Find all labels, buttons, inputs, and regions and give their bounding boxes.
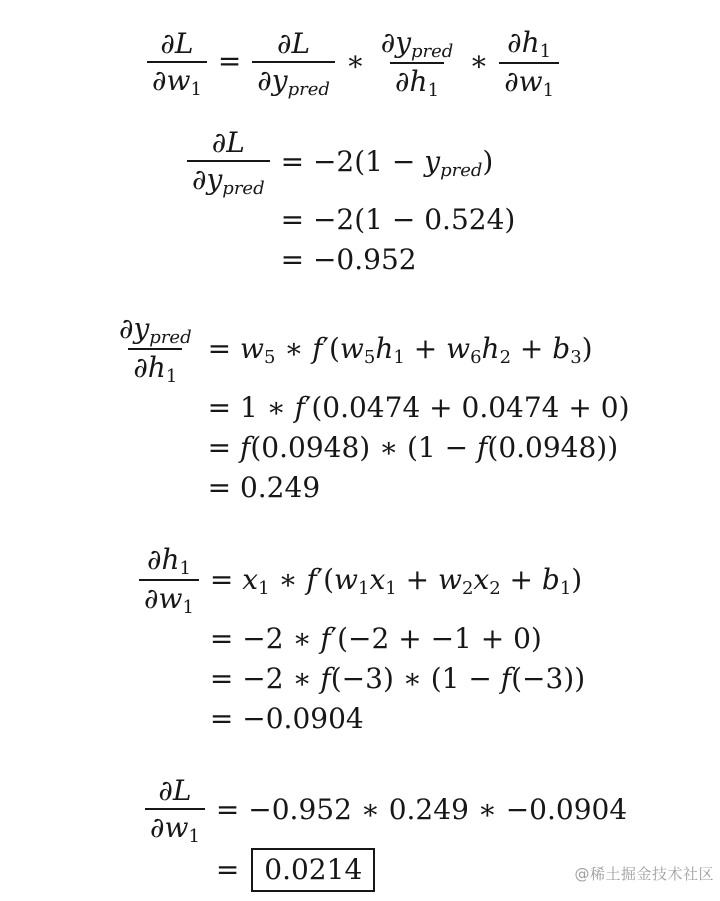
- math-text: = 1 ∗: [207, 391, 295, 425]
- math-text: = −2 ∗: [209, 622, 321, 656]
- math-variable: ∂h: [507, 26, 540, 59]
- fraction: [147, 27, 207, 99]
- equation-lhs: [112, 310, 199, 388]
- fraction-numerator: [153, 774, 196, 808]
- math-text: ): [482, 145, 494, 179]
- math-text: =: [207, 332, 240, 366]
- math-text: =: [209, 563, 243, 597]
- fraction-denominator: [147, 61, 207, 99]
- equation-line: [208, 428, 630, 468]
- fraction-numerator: [114, 312, 197, 348]
- math-text: ∗: [336, 44, 374, 78]
- boxed-result: [251, 848, 375, 892]
- math-text: +: [404, 332, 447, 366]
- math-text: (0.0948)): [487, 431, 619, 465]
- math-variable: f: [320, 662, 331, 696]
- math-subscript: 1: [190, 79, 202, 101]
- equation-block-dL-dypred: [185, 124, 720, 280]
- math-subscript: 5: [363, 347, 376, 369]
- math-text: ′(: [322, 332, 340, 366]
- math-subscript: 1: [559, 578, 572, 600]
- math-variable: ∂w: [144, 582, 183, 616]
- math-variable: f: [239, 431, 251, 465]
- math-variable: h: [481, 332, 500, 366]
- math-subscript: pred: [149, 327, 192, 349]
- fraction: [376, 26, 459, 100]
- math-subscript: 2: [461, 578, 474, 600]
- math-variable: ∂L: [211, 126, 245, 159]
- fraction-denominator: [390, 62, 444, 100]
- math-variable: ∂y: [119, 312, 150, 346]
- math-variable: ∂L: [160, 26, 194, 60]
- math-subscript: 1: [165, 366, 178, 388]
- math-variable: f: [294, 391, 305, 425]
- math-subscript: pred: [222, 178, 265, 200]
- math-text: = −2 ∗: [209, 662, 321, 696]
- math-subscript: 3: [570, 347, 582, 369]
- math-subscript: 1: [188, 826, 200, 848]
- math-text: = −2(1 − 0.524): [280, 203, 516, 237]
- math-subscript: 1: [258, 578, 270, 600]
- math-text: =: [215, 853, 249, 887]
- math-subscript: 1: [542, 80, 555, 101]
- equation-block-chain-rule: [145, 24, 720, 102]
- math-subscript: 2: [489, 578, 501, 600]
- fraction-numerator: [376, 26, 459, 62]
- math-text: ): [581, 332, 593, 366]
- math-variable: ∂h: [395, 65, 428, 98]
- math-text: = −2(1 −: [280, 145, 425, 179]
- fraction: [187, 126, 270, 198]
- math-subscript: 1: [385, 578, 397, 600]
- equation-line: [218, 24, 561, 102]
- math-subscript: 1: [179, 558, 191, 580]
- math-variable: w: [446, 332, 471, 366]
- math-variable: ∂w: [504, 65, 543, 98]
- math-text: ∗: [275, 332, 313, 366]
- equation-line: [208, 329, 630, 369]
- math-variable: ∂L: [277, 26, 311, 60]
- fraction-denominator: [499, 62, 559, 100]
- math-text: 0.0214: [264, 853, 363, 887]
- math-text: (0.0948) ∗ (1 −: [250, 431, 478, 465]
- fraction-denominator: [145, 808, 205, 846]
- equation-line: [210, 560, 585, 600]
- fraction-denominator: [139, 579, 199, 617]
- math-subscript: 1: [358, 578, 370, 600]
- math-variable: b: [552, 332, 571, 366]
- math-variable: ∂y: [257, 64, 288, 98]
- fraction: [139, 543, 199, 617]
- math-variable: x: [242, 563, 259, 597]
- fraction: [145, 774, 205, 846]
- math-variable: f: [312, 332, 323, 366]
- math-text: ∗: [460, 44, 498, 78]
- equation-line: [208, 468, 630, 508]
- math-variable: ∂y: [192, 163, 223, 197]
- fraction-numerator: [207, 126, 250, 160]
- fraction-numerator: [142, 543, 196, 579]
- math-text: ∗: [269, 563, 307, 597]
- math-variable: w: [339, 332, 364, 366]
- math-variable: w: [334, 563, 358, 597]
- fraction-numerator: [502, 26, 556, 62]
- math-text: ′(−2 + −1 + 0): [330, 622, 542, 656]
- equation-line: [210, 619, 585, 659]
- math-variable: f: [306, 563, 317, 597]
- math-subscript: 1: [539, 41, 552, 62]
- fraction-numerator: [155, 27, 198, 61]
- math-text: ′(0.0474 + 0.0474 + 0): [305, 391, 630, 425]
- math-text: +: [511, 332, 553, 366]
- equation-line: [216, 790, 627, 830]
- math-text: = −0.952 ∗ 0.249 ∗ −0.0904: [215, 793, 628, 827]
- equation-line: [216, 848, 627, 892]
- equation-line: [210, 659, 585, 699]
- math-subscript: 1: [427, 80, 440, 101]
- math-text: +: [500, 563, 542, 597]
- math-variable: w: [239, 332, 264, 366]
- math-subscript: pred: [287, 79, 330, 101]
- equation-line: [210, 699, 585, 739]
- equation-line: [281, 142, 516, 182]
- math-text: ): [571, 563, 583, 597]
- math-variable: ∂L: [158, 774, 192, 808]
- math-variable: f: [500, 662, 512, 696]
- fraction: [114, 312, 197, 386]
- math-variable: f: [320, 622, 331, 656]
- equation-lhs: [143, 772, 207, 848]
- math-text: = 0.249: [207, 471, 321, 505]
- math-variable: f: [477, 431, 488, 465]
- equation-line: [281, 240, 516, 280]
- equation-lhs: [137, 541, 201, 619]
- math-variable: b: [541, 563, 560, 597]
- math-subscript: pred: [411, 41, 454, 62]
- math-subscript: 6: [470, 347, 482, 369]
- math-variable: x: [473, 563, 490, 597]
- math-variable: y: [424, 145, 441, 179]
- math-text: = −0.0904: [209, 702, 364, 736]
- math-variable: x: [369, 563, 386, 597]
- equation-lhs: [185, 124, 272, 200]
- math-variable: ∂w: [152, 64, 191, 98]
- fraction: [252, 27, 335, 99]
- fraction-denominator: [252, 61, 335, 99]
- math-variable: ∂h: [146, 543, 180, 577]
- math-text: =: [217, 44, 251, 78]
- equation-lhs: [145, 25, 209, 101]
- fraction-denominator: [128, 348, 182, 386]
- math-variable: ∂w: [150, 811, 189, 845]
- fraction-denominator: [187, 160, 270, 198]
- equation-block-dypred-dh1: [112, 310, 720, 508]
- fraction-numerator: [272, 27, 315, 61]
- math-text: (−3) ∗ (1 −: [330, 662, 501, 696]
- math-subscript: pred: [440, 160, 483, 182]
- equation-block-dh1-dw1: [137, 541, 720, 739]
- watermark: @稀土掘金技术社区: [574, 865, 714, 883]
- math-subscript: 1: [182, 597, 194, 619]
- math-subscript: 1: [393, 347, 405, 369]
- equation-line: [281, 200, 516, 240]
- math-subscript: 5: [263, 347, 276, 369]
- math-text: (−3)): [511, 662, 586, 696]
- math-text: ′(: [316, 563, 335, 597]
- math-variable: w: [437, 563, 462, 597]
- math-variable: ∂h: [133, 351, 166, 385]
- math-text: =: [207, 431, 240, 465]
- equation-line: [208, 388, 630, 428]
- math-text: = −0.952: [280, 243, 417, 277]
- math-variable: h: [375, 332, 394, 366]
- fraction: [499, 26, 559, 100]
- math-subscript: 2: [499, 347, 512, 369]
- math-text: +: [396, 563, 438, 597]
- math-variable: ∂y: [380, 26, 412, 59]
